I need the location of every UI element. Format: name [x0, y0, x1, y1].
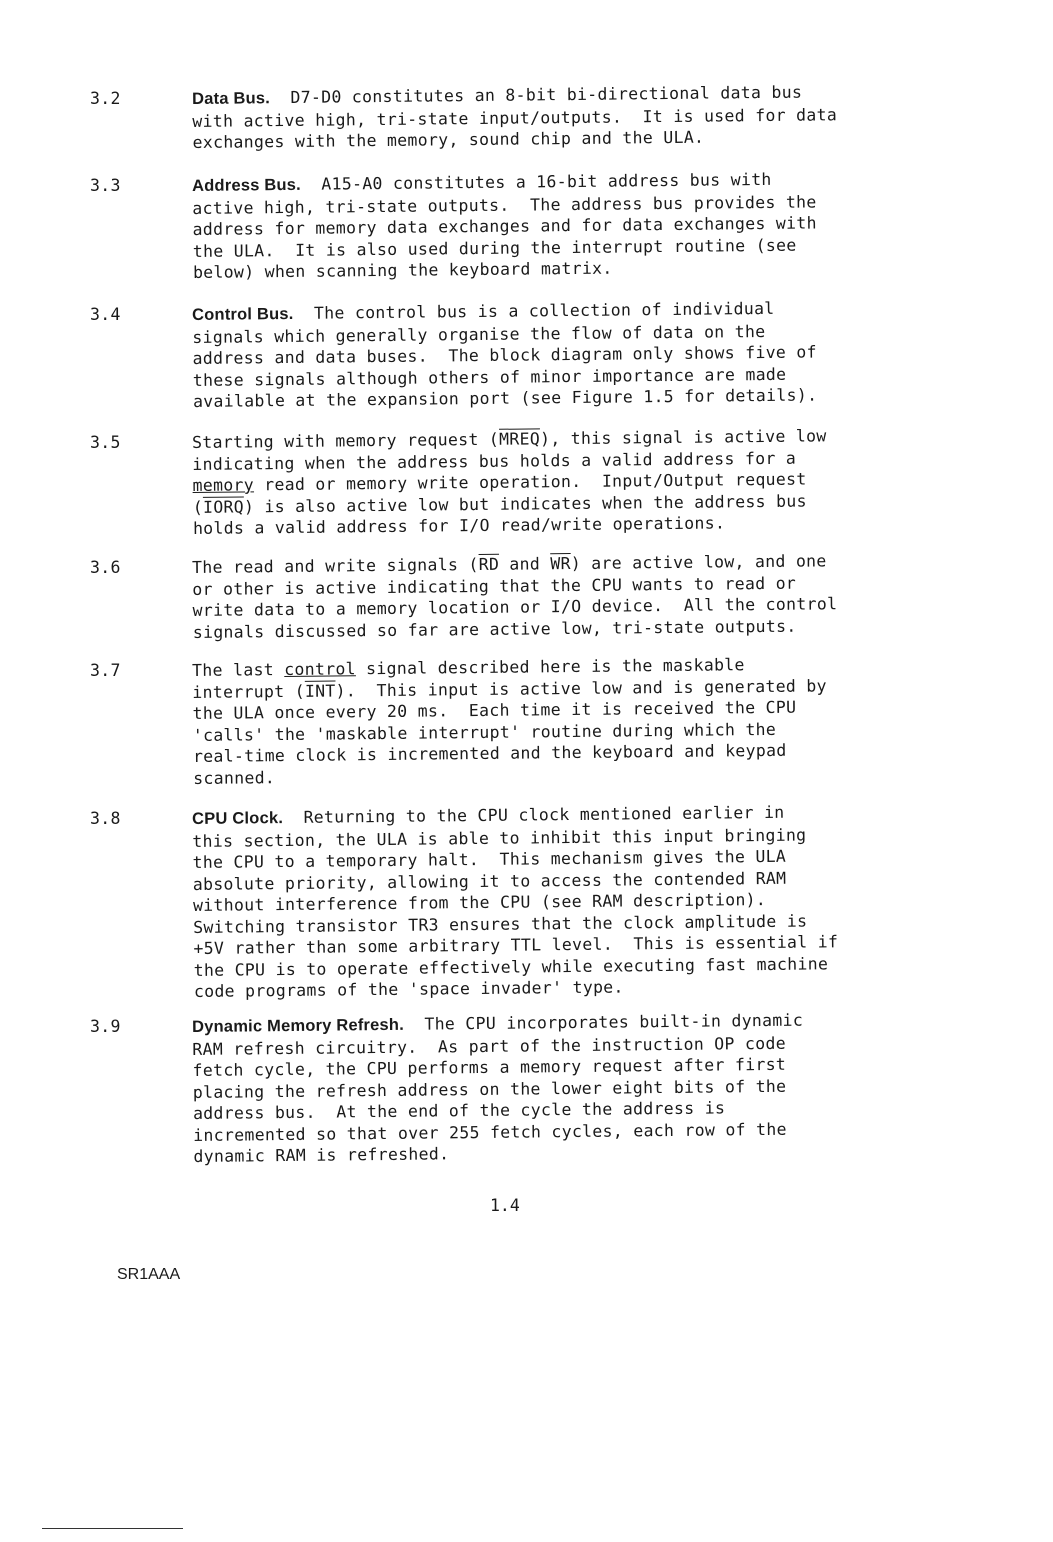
- rd-signal: $\overline{RD}$: [478, 554, 500, 574]
- section-body: Dynamic Memory Refresh. The CPU incorporates built-in dynamic RAM refresh circuitry. As part of the instruction OP code fetch cycle, the CPU performs a memory request after first placing the refresh address on the lower eight bits of the address bus. At the end of the cycle the address is incremented so that over 255 fetch cycles, each row of the dynamic RAM is refreshed.: [192, 1010, 804, 1166]
- int-signal: $\overline{INT}$: [304, 680, 336, 701]
- section-number: 3.2: [90, 89, 121, 108]
- section-number: 3.6: [90, 558, 121, 577]
- footer-code: SR1AAA: [117, 1266, 181, 1283]
- section-body: Control Bus. The control bus is a collection of individual signals which generally organise the flow of data on the address and data buses. The block diagram only shows five of these signals although others of minor importance are made available at the expansion port (see Figure 1.5 for details).: [192, 298, 818, 411]
- section-number: 3.5: [90, 433, 121, 452]
- wr-signal: $\overline{WR}$: [550, 554, 571, 574]
- section-heading: Address Bus.: [192, 175, 301, 195]
- section-number: 3.8: [90, 809, 121, 828]
- section-body: Address Bus. A15-A0 constitutes a 16-bit address bus with active high, tri-state outputs. The address bus provides the address for memory data exchanges and for data exchanges with the ULA. It is also used during the interrupt routine (see below) when scanning the keyboard matrix.: [192, 169, 817, 282]
- section-number: 3.4: [90, 305, 121, 324]
- section-body: The read and write signals ($\overline{RD}$ and $\overline{WR}$) are active low, and one or other is active indicating that the CPU wants to read or write data to a memory location or I/O device. All the control signals discussed so far are active low, tri-state outputs.: [192, 551, 838, 642]
- mreq-signal: MREQ: [499, 429, 541, 449]
- section-heading: Data Bus.: [192, 89, 271, 108]
- section-heading: CPU Clock.: [192, 809, 284, 828]
- section-heading: Control Bus.: [192, 304, 294, 324]
- section-body: Starting with memory request (MREQ), this signal is active low indicating when the address bus holds a valid address for a memory read or memory write operation. Input/Output request (IORQ) is also active low but indicates when the address bus holds a valid address for I/O read/write operations.: [192, 426, 827, 538]
- section-number: 3.9: [90, 1017, 121, 1036]
- page-number: 1.4: [490, 1196, 520, 1215]
- section-body: The last control signal described here is the maskable interrupt $(\overline{INT})$. This input is active low and is generated by the ULA once every 20 ms. Each time it is received the CPU 'calls' the 'maskable interrupt' routine during which the real-time clock is incremented and the keyboard and keypad scanned.: [192, 655, 827, 788]
- footer-rule: [42, 1528, 183, 1529]
- section-body: CPU Clock. Returning to the CPU clock mentioned earlier in this section, the ULA is able to inhibit this input bringing the CPU to a temporary halt. This mechanism gives the ULA absolute priority, allowing it to access the contended RAM without interference from the CPU (see RAM description). Switching transistor TR3 ensures that the clock amplitude is +5V rather than some arbitrary TTL level. This is essential if the CPU is to operate effectively while executing fast machine code programs of the 'space invader' type.: [192, 802, 839, 1001]
- iorq-signal: IORQ: [202, 496, 245, 517]
- section-number: 3.7: [90, 661, 121, 680]
- section-heading: Dynamic Memory Refresh.: [192, 1015, 405, 1036]
- section-number: 3.3: [90, 176, 121, 195]
- section-body: Data Bus. D7-D0 constitutes an 8-bit bi-directional data bus with active high, tri-state input/outputs. It is used for data exchanges with the memory, sound chip and the ULA.: [192, 82, 838, 152]
